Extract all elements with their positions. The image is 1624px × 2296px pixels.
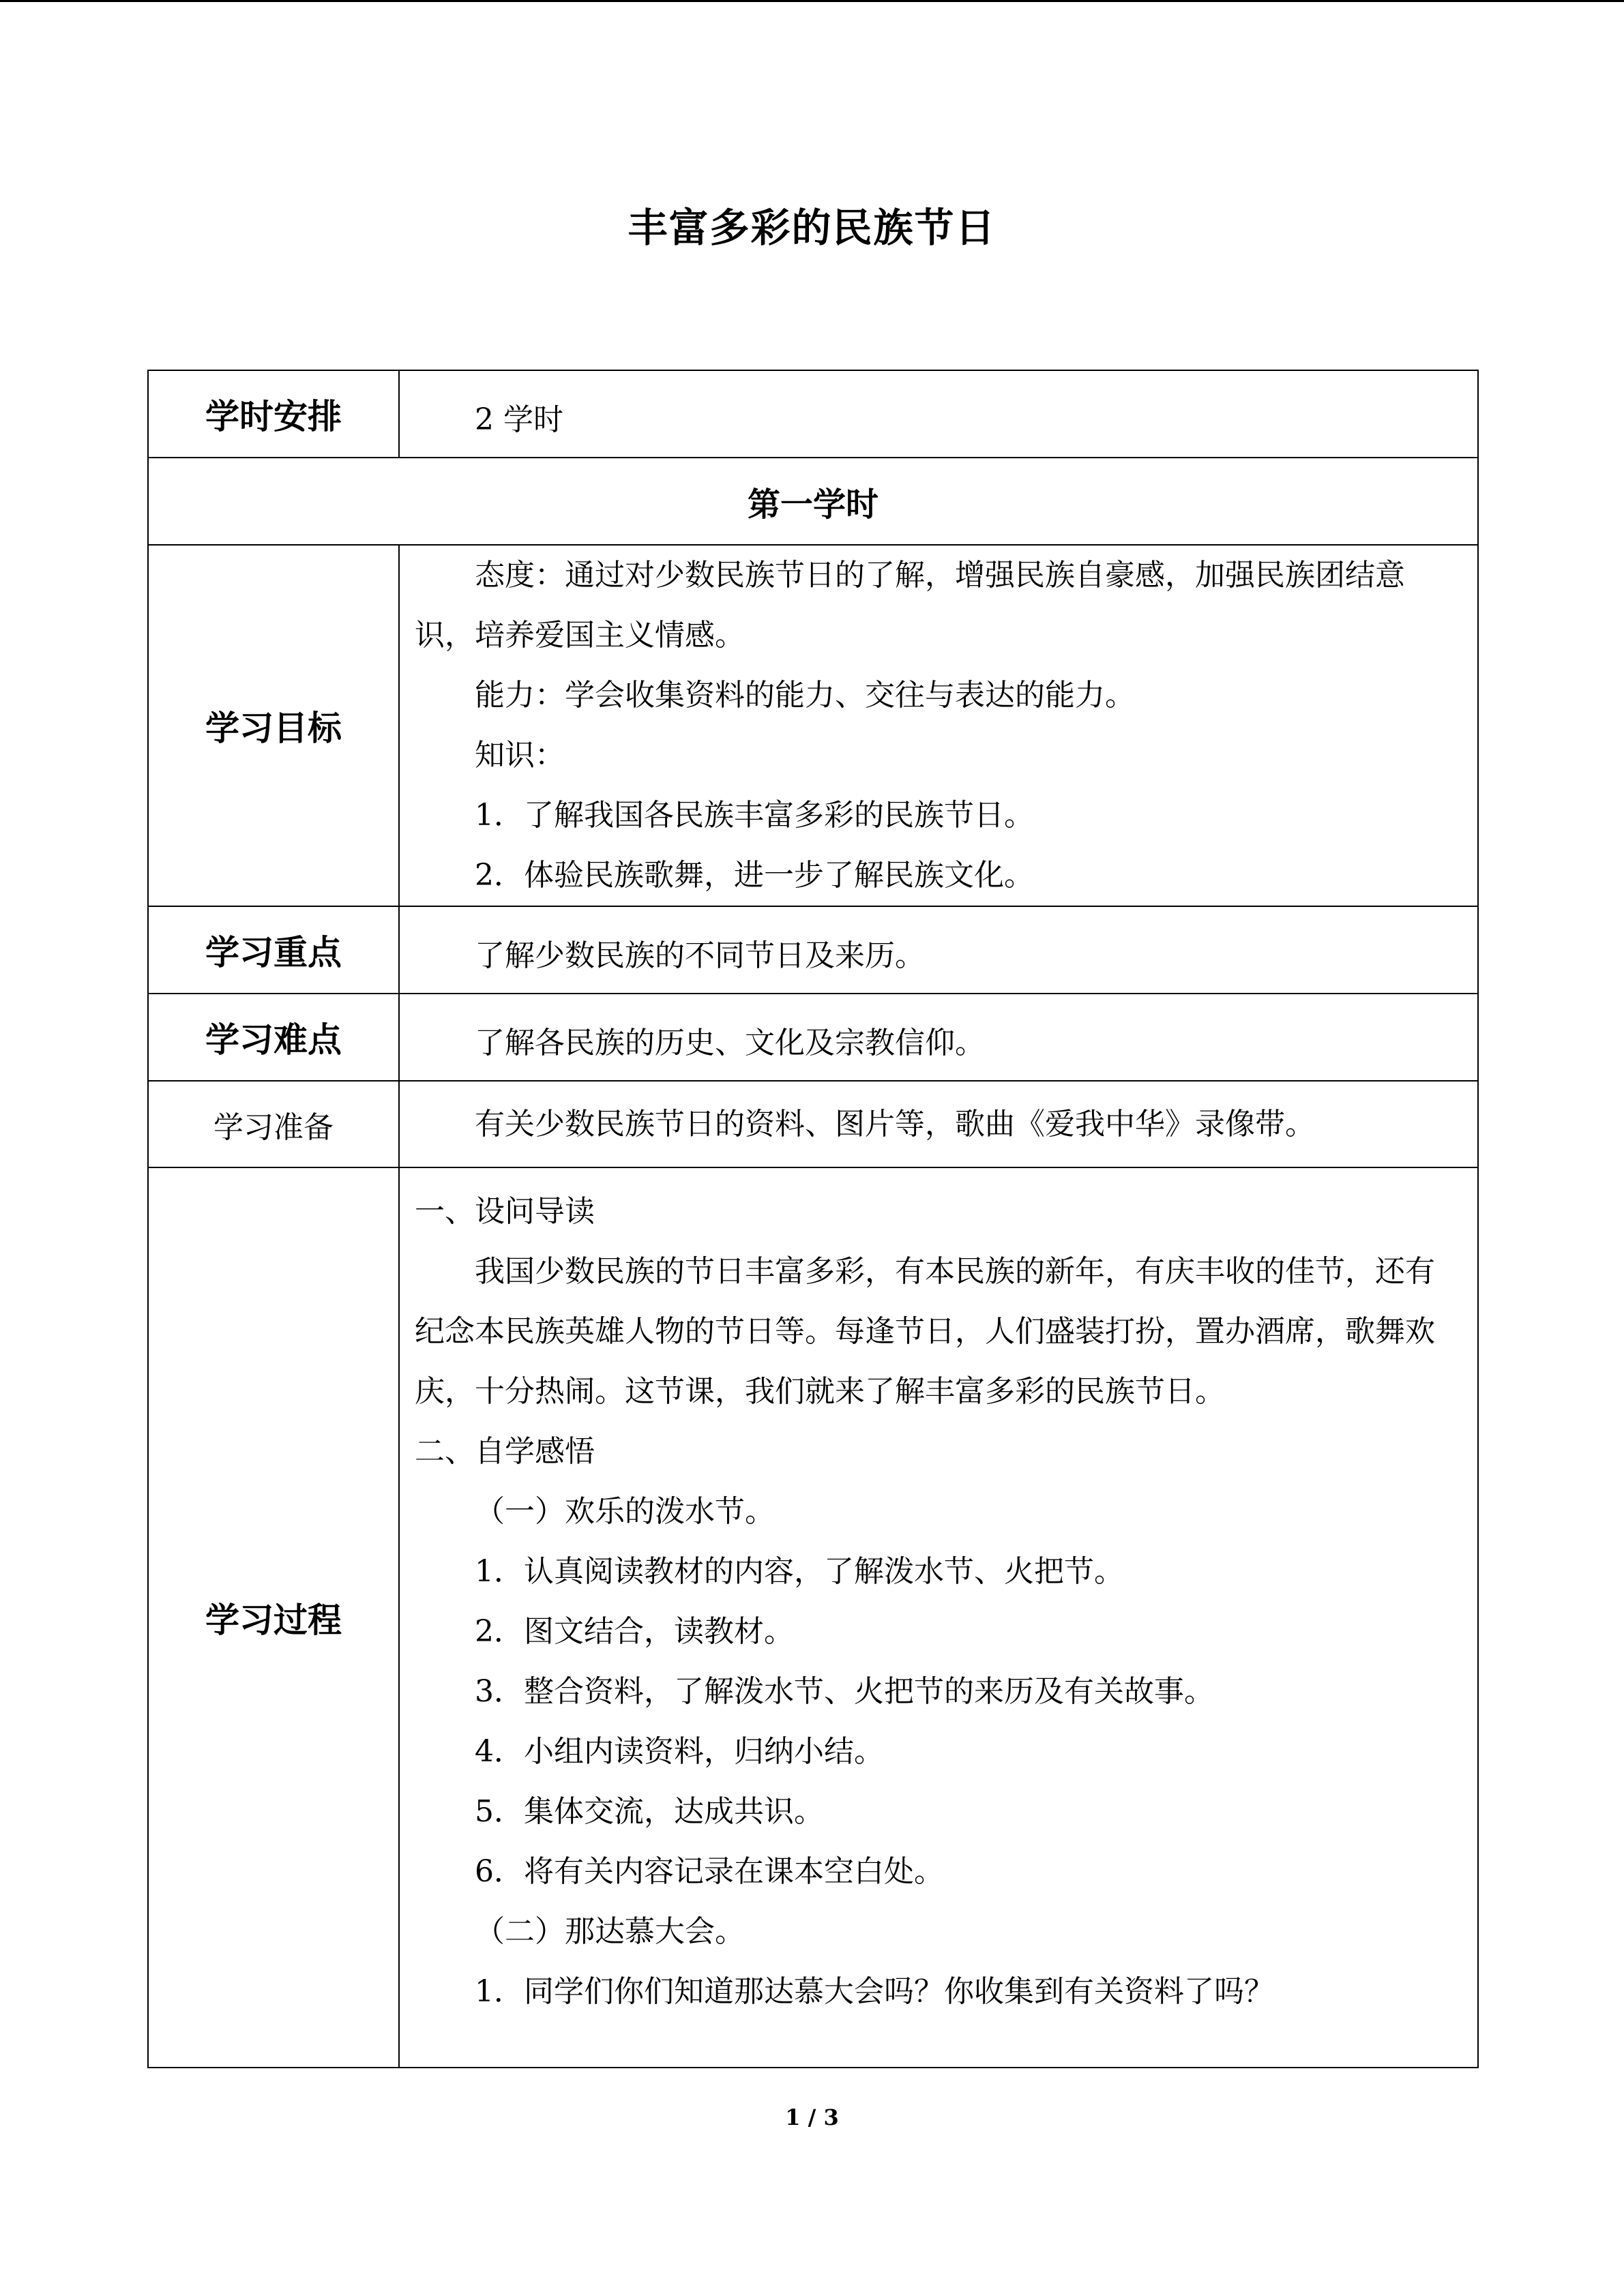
process-step-2: 2．图文结合，读教材。	[475, 1614, 794, 1649]
key-points-value: 了解少数民族的不同节日及来历。	[475, 938, 925, 973]
objective-item-2: 2．体验民族歌舞，进一步了解民族文化。	[475, 858, 1034, 893]
preparation-cell	[399, 1081, 1478, 1167]
process-row	[148, 1167, 1478, 2068]
objective-item-1: 1．了解我国各民族丰富多彩的民族节日。	[475, 798, 1034, 833]
difficulties-cell	[399, 994, 1478, 1081]
process-label: 学习过程	[148, 1167, 399, 2068]
objective-ability: 能力：学会收集资料的能力、交往与表达的能力。	[475, 678, 1135, 713]
process-step-6: 6．将有关内容记录在课本空白处。	[475, 1854, 944, 1889]
process-step-7: 1．同学们你们知道那达慕大会吗？你收集到有关资料了吗？	[475, 1974, 1274, 2009]
schedule-label: 学时安排	[148, 370, 399, 458]
process-intro-paragraph: 我国少数民族的节日丰富多彩，有本民族的新年，有庆丰收的佳节，还有纪念本民族英雄人物的节日等。每逢节日，人们盛装打扮，置办酒席，歌舞欢庆，十分热闹。这节课，我们就来了解丰富多彩的民族节日。	[415, 1254, 1435, 1409]
top-border-line	[0, 0, 1624, 2]
process-step-5: 5．集体交流，达成共识。	[475, 1794, 824, 1829]
document-title: 丰富多彩的民族节日	[628, 205, 996, 251]
objectives-label: 学习目标	[148, 545, 399, 906]
page-number: 1 / 3	[785, 2104, 839, 2130]
process-heading-2: 二、自学感悟	[415, 1434, 595, 1469]
key-points-cell	[399, 906, 1478, 994]
process-step-1: 1．认真阅读教材的内容，了解泼水节、火把节。	[475, 1554, 1124, 1589]
preparation-value: 有关少数民族节日的资料、图片等，歌曲《爱我中华》录像带。	[475, 1106, 1315, 1142]
key-points-row	[148, 906, 1478, 994]
difficulties-label: 学习难点	[148, 994, 399, 1081]
schedule-value-cell	[399, 370, 1478, 458]
objectives-row	[148, 545, 1478, 906]
section-heading-row	[148, 458, 1478, 545]
process-step-3: 3．整合资料，了解泼水节、火把节的来历及有关故事。	[475, 1674, 1214, 1709]
process-step-4: 4．小组内读资料，归纳小结。	[475, 1734, 884, 1769]
preparation-row	[148, 1081, 1478, 1167]
section-heading: 第一学时	[148, 458, 1478, 545]
difficulties-value: 了解各民族的历史、文化及宗教信仰。	[475, 1026, 985, 1060]
process-subheading-2: （二）那达慕大会。	[475, 1914, 745, 1949]
objective-attitude: 态度：通过对少数民族节日的了解，增强民族自豪感，加强民族团结意识，培养爱国主义情感。	[415, 558, 1405, 653]
preparation-label: 学习准备	[148, 1081, 399, 1167]
objective-knowledge: 知识：	[475, 738, 565, 773]
difficulties-row	[148, 994, 1478, 1081]
schedule-row	[148, 370, 1478, 458]
objectives-content	[399, 545, 1478, 906]
lesson-plan-table	[147, 370, 1479, 2068]
schedule-value: 2 学时	[475, 402, 563, 437]
process-heading-1: 一、设问导读	[415, 1194, 595, 1229]
process-subheading-1: （一）欢乐的泼水节。	[475, 1494, 775, 1529]
process-content	[399, 1167, 1478, 2068]
key-points-label: 学习重点	[148, 906, 399, 994]
